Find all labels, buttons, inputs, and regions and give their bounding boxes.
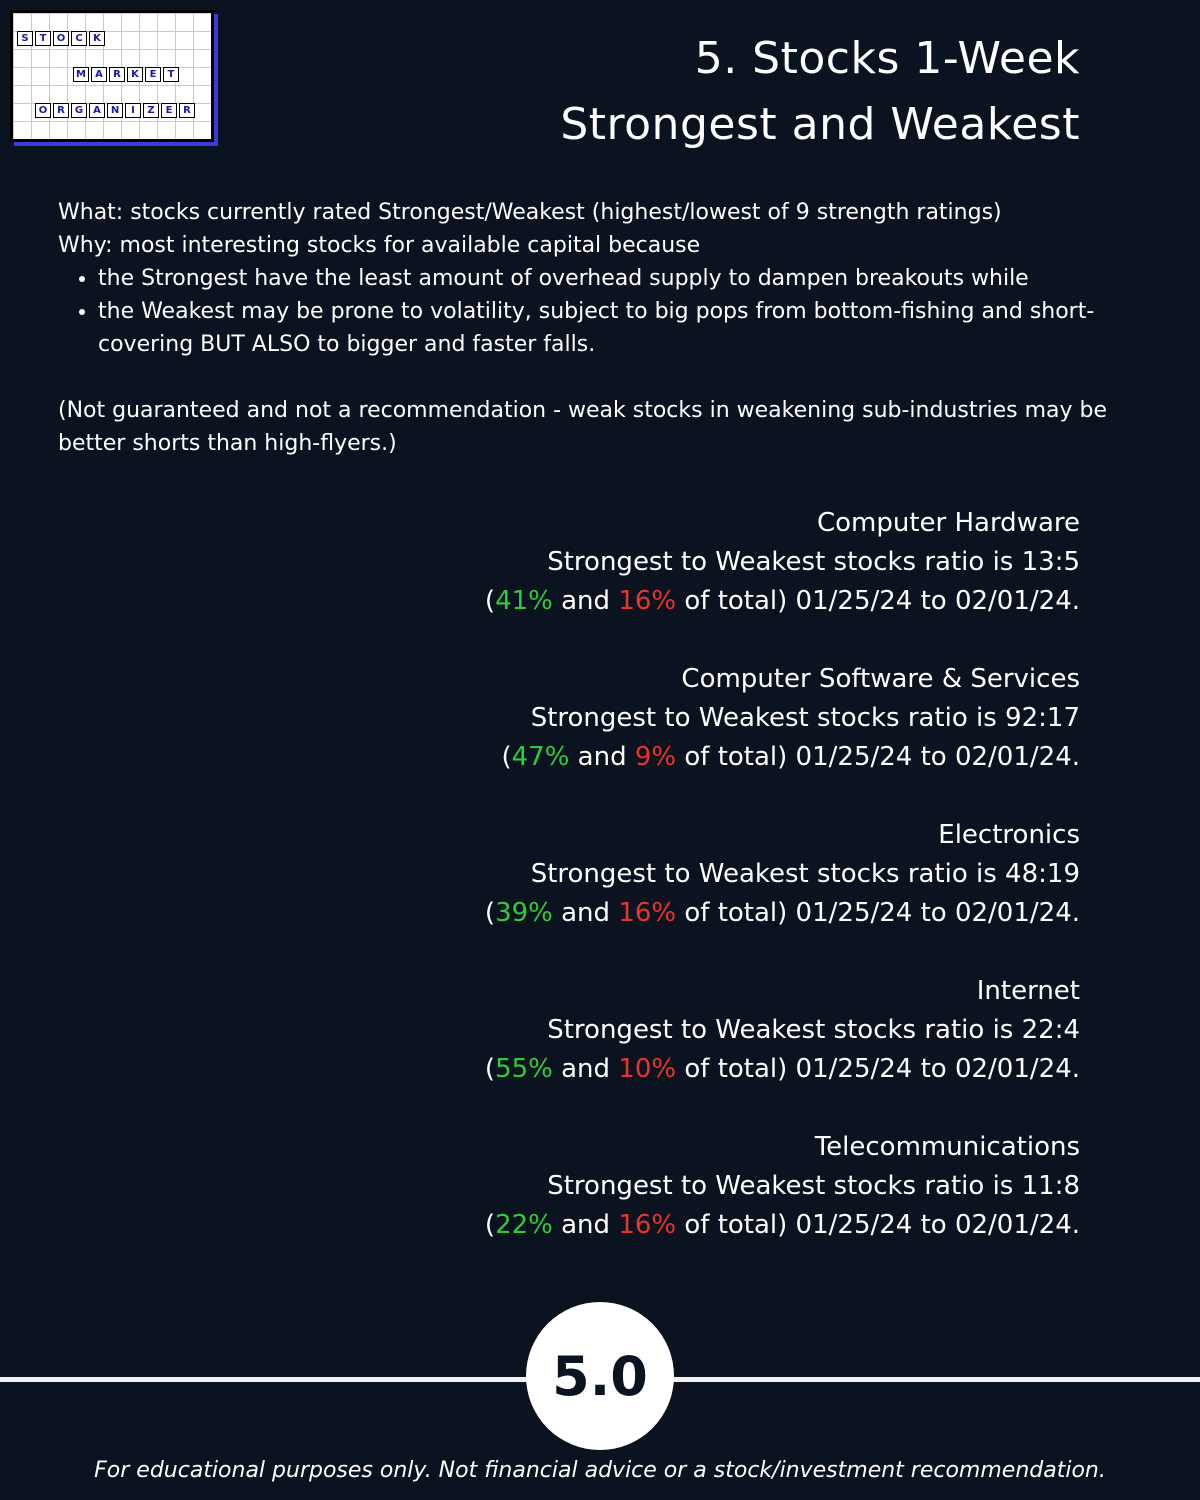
logo-letter: K bbox=[89, 31, 105, 46]
sector-list bbox=[485, 504, 1080, 1284]
sector-percentages bbox=[485, 738, 1080, 777]
logo-letter: R bbox=[53, 103, 69, 118]
title-line-1: 5. Stocks 1-Week bbox=[694, 33, 1080, 84]
sector-ratio: Strongest to Weakest stocks ratio is 48:19 bbox=[530, 859, 1080, 889]
logo-letter: N bbox=[107, 103, 123, 118]
logo-letter: T bbox=[35, 31, 51, 46]
and-word: and bbox=[561, 1210, 611, 1240]
open-paren: ( bbox=[484, 1210, 496, 1240]
stock-market-organizer-logo bbox=[10, 10, 214, 142]
sector-name: Electronics bbox=[938, 820, 1080, 850]
weak-percent: 16% bbox=[618, 586, 677, 616]
logo-row-market bbox=[73, 67, 179, 82]
strong-percent: 39% bbox=[495, 898, 553, 928]
logo-letter: A bbox=[89, 103, 105, 118]
weak-percent: 9% bbox=[634, 742, 677, 772]
logo-row-stock bbox=[17, 31, 105, 46]
logo-letter: T bbox=[163, 67, 179, 82]
open-paren: ( bbox=[501, 742, 512, 772]
sector-block bbox=[485, 660, 1080, 777]
logo-letter: O bbox=[53, 31, 69, 46]
sector-percentages bbox=[485, 1050, 1080, 1089]
logo-letter: K bbox=[127, 67, 143, 82]
what-line: What: stocks currently rated Strongest/Weakest (highest/lowest of 9 strength ratings) bbox=[58, 200, 1002, 225]
why-line: Why: most interesting stocks for available capital because bbox=[58, 233, 701, 258]
page-title bbox=[560, 26, 1080, 158]
logo-letter: E bbox=[145, 67, 161, 82]
sector-block bbox=[485, 816, 1080, 933]
sector-percentages bbox=[485, 1206, 1080, 1245]
reason-item: • the Weakest may be prone to volatility, subject to big pops from bottom-fishing and short-covering BUT ALSO to bigger and faster falls. bbox=[98, 295, 1158, 361]
and-word: and bbox=[577, 742, 627, 772]
intro-text bbox=[58, 196, 1158, 460]
open-paren: ( bbox=[484, 1054, 496, 1084]
sector-block bbox=[485, 972, 1080, 1089]
strong-percent: 55% bbox=[495, 1054, 553, 1084]
sector-name: Telecommunications bbox=[814, 1132, 1080, 1162]
weak-percent: 10% bbox=[618, 1054, 677, 1084]
and-word: and bbox=[561, 1054, 611, 1084]
period-text: of total) 01/25/24 to 02/01/24. bbox=[684, 1210, 1080, 1240]
period-text: of total) 01/25/24 to 02/01/24. bbox=[684, 898, 1080, 928]
sector-percentages bbox=[485, 582, 1080, 621]
open-paren: ( bbox=[484, 586, 496, 616]
period-text: of total) 01/25/24 to 02/01/24. bbox=[684, 742, 1080, 772]
logo-letter: G bbox=[71, 103, 87, 118]
logo-letter: C bbox=[71, 31, 87, 46]
period-text: of total) 01/25/24 to 02/01/24. bbox=[684, 586, 1080, 616]
open-paren: ( bbox=[484, 898, 496, 928]
logo-letter: R bbox=[179, 103, 195, 118]
section-number-badge: 5.0 bbox=[526, 1302, 674, 1450]
sector-name: Internet bbox=[976, 976, 1080, 1006]
reason-list bbox=[58, 262, 1158, 361]
disclaimer-note: (Not guaranteed and not a recommendation - weak stocks in weakening sub-industries may be better shorts than high-flyers.) bbox=[58, 398, 1108, 456]
logo-letter: Z bbox=[143, 103, 159, 118]
logo-letter: O bbox=[35, 103, 51, 118]
sector-name: Computer Software & Services bbox=[681, 664, 1080, 694]
logo-letter: R bbox=[109, 67, 125, 82]
sector-block bbox=[485, 504, 1080, 621]
and-word: and bbox=[561, 898, 611, 928]
sector-ratio: Strongest to Weakest stocks ratio is 22:4 bbox=[547, 1015, 1080, 1045]
logo-letter: S bbox=[17, 31, 33, 46]
period-text: of total) 01/25/24 to 02/01/24. bbox=[684, 1054, 1080, 1084]
logo-letter: M bbox=[73, 67, 89, 82]
sector-block bbox=[485, 1128, 1080, 1245]
weak-percent: 16% bbox=[618, 898, 677, 928]
and-word: and bbox=[561, 586, 611, 616]
reason-item: • the Strongest have the least amount of overhead supply to dampen breakouts while bbox=[98, 262, 1158, 295]
sector-ratio: Strongest to Weakest stocks ratio is 11:8 bbox=[547, 1171, 1080, 1201]
logo-row-organizer bbox=[35, 103, 195, 118]
weak-percent: 16% bbox=[618, 1210, 677, 1240]
sector-ratio: Strongest to Weakest stocks ratio is 13:5 bbox=[547, 547, 1080, 577]
footer-disclaimer: For educational purposes only. Not financial advice or a stock/investment recommendation. bbox=[94, 1458, 1106, 1483]
strong-percent: 47% bbox=[511, 742, 570, 772]
strong-percent: 41% bbox=[495, 586, 553, 616]
logo-letter: E bbox=[161, 103, 177, 118]
sector-ratio: Strongest to Weakest stocks ratio is 92:17 bbox=[530, 703, 1080, 733]
logo-letter: I bbox=[125, 103, 141, 118]
logo-letter: A bbox=[91, 67, 107, 82]
sector-percentages bbox=[485, 894, 1080, 933]
title-line-2: Strongest and Weakest bbox=[560, 99, 1080, 150]
sector-name: Computer Hardware bbox=[816, 508, 1080, 538]
strong-percent: 22% bbox=[495, 1210, 553, 1240]
